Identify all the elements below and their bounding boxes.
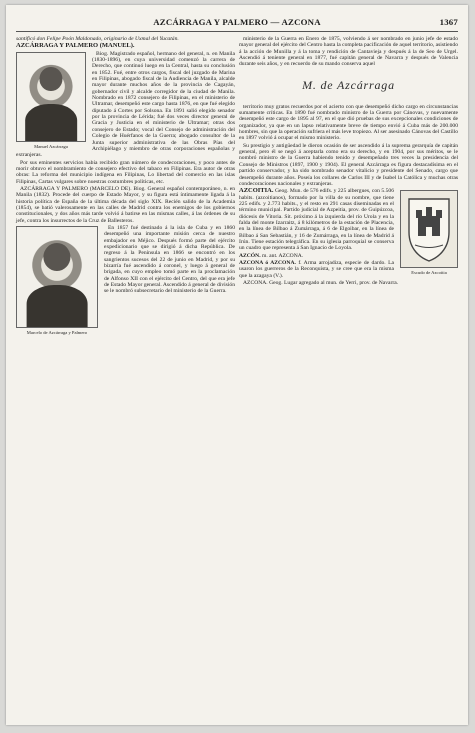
- azcoitia-text: Geog. Mun. de 576 edifs. y 225 albergues, con 5.506 habits. (azcoitianos), formado por la villa de su nombre, que tiene 225 edifs. y 2.773 habits., y el resto en 291 casas diseminadas en el término municipal. Partido judicial de Azpeitia, prov. de Guipúzcoa, diócesis de Vitoria. Sit. próximo á la izquierda del río Urola y en la falda del monte Izarraitz, á 8 kilómetros de la estación de Placencia, en la línea de Bilbao á Zumárraga, á 6 de Elgoibar, en la línea de Bilbao á San Sebastián, y 16 de Zumárraga, en la línea de Madrid á Irún. Tiene estación telegráfica. En su iglesia parroquial se conserva un cuadro que representa á San Ignacio de Loyola.: [239, 188, 394, 252]
- shield-caption: Escudo de Azcoitia: [411, 270, 447, 276]
- entry-heading-azcoitia: AZCOITIA.: [239, 187, 274, 195]
- left-column: [16, 36, 235, 337]
- entry-heading-manuel: AZCÁRRAGA Y PALMERO (MANUEL).: [16, 42, 135, 50]
- portrait-manuel: [16, 52, 86, 149]
- paragraph-marcelo-1: AZCÁRRAGA Y PALMERO (MARCELO DE). Biog. General español contemporáneo, n. en Manila (1832). Procede del cuerpo de Estado Mayor, y su figura está íntimamente ligada á la historia política de España de la última década del siglo XIX. Recién salido de la Academia (1854), se batió valerosamente en las calles de Madrid contra los enemigos de los gobiernos constitucionales, y dos años más tarde volvió á batirse en las mismas calles, á las órdenes de su jefe, contra los insurrectos de la Cruz de Ballesteros.: [16, 185, 235, 224]
- intro-text: santificó don Felipe Poón Maldonado, originario de Uxmal del Yucatán.: [16, 36, 179, 42]
- paragraph-marcelo-2: En 1857 fué destinado á la isla de Cuba y en 1860 desempeñó una importante misión cerca de nuestro embajador en Méjico. Después formó parte del ejército expedicionario que se dirigió á dicha República. De regreso á la Península en 1866 se encontró en los sangrientos sucesos del 22 de junio en Madrid, y por su bizarría fué ascendido á coronel, y luego á general de brigada, en cuyo empleo tomó parte en la proclamación de Alfonso XII con el ejército del Centro, del que era jefe de Estado Mayor general. Ascendido á general de división se le nombró subsecretario del ministerio de la Guerra.: [104, 224, 235, 295]
- portrait-caption-2: Marcelo de Azcárraga y Palmero: [26, 329, 88, 335]
- azcon-text: m. ant. AZCONA.: [262, 252, 304, 259]
- entry-heading-azcona: AZCONA ó AZCONA.: [239, 259, 296, 266]
- portrait-caption-1: Manuel Azcárraga: [34, 143, 68, 149]
- page: [6, 5, 468, 725]
- entry-heading-azcon: AZCÓN.: [239, 252, 261, 259]
- coat-of-arms: [400, 190, 458, 275]
- signature: M. de Azcárraga: [302, 77, 395, 92]
- paragraph-manuel-2: Por sus eminentes servicios había recibido gran número de condecoraciones, y poco antes de morir obtuvo el nombramiento de consejero efectivo del tabaco en Filipinas. Era autor de otras obras: La reforma del municipio indígena en Filipinas, Lo libertad del comercio en las islas Filipinas, Cartas vulgares sobre nuestras costumbres políticas, etc.: [16, 159, 235, 185]
- page-header: [16, 17, 458, 29]
- page-title: AZCÁRRAGA Y PALMERO — AZCONA: [153, 17, 321, 27]
- right-paragraph-3: Su prestigio y antigüedad le dieron ocasión de ser ascendido á la suprema gerarquía de capitán general, pero él se negó á aceptarla como era su derecho, y en 1904, por sus méritos, se le nombró ministro de la Guerra habiendo tenido y desempeñado tres veces la presidencia del Consejo de Ministros (1897, 1900 y 1904). El general Azcárraga es figura destacadísima en el partido conservador, y ha sido nombrado senador vitalicio y presidente del Senado, cargo que desempeñó durante años. Poseía los collares de Carlos III y de Isabel la Católica y muchas otras condecoraciones nacionales y extranjeras.: [239, 142, 458, 187]
- right-column: [239, 36, 458, 287]
- paragraph-manuel-1: Biog. Magistrado español, hermano del general, n. en Manila (1830-1896), en cuya universidad comenzó la carrera de Derecho, que continuó luego en la Central, hasta su conclusión en 1852. Fué, entre otros cargos, fiscal del juzgado de Marina en Filipinas, abogado fiscal de la Audiencia de Manila, alcalde mayor durante muchos años de la provincia de Cagayán, gobernador civil y alcalde corregidor de la ciudad de Manila. Nombrado en 1872 consejero de Filipinas, en el ministerio de Ultramar, desempeñó este cargo hasta 1876, en que fué elegido diputado á Cortes por Solsona. En 1891 salió elegido senador por la provincia de Lérida; fué dos veces director general de Gracia y Justicia en el ministerio de Ultramar; otras dos consejero de Estado; vocal del Consejo de administración del Colegio de Huérfanos de la Guerra; abogado consultor de la Junta superior administrativa de las Obras Pías del Archipiélago y miembro de otras corporaciones españolas y extranjeras.: [16, 50, 235, 159]
- portrait-photo-1: [16, 52, 86, 142]
- right-paragraph-1: ministerio de la Guerra en Enero de 1875, volviendo á ser nombrado en junio jefe de estado mayor general del ejército del Centro hasta la completa pacificación de aquel territorio, asistiendo á la acción de Munilla y á la toma y rendición de Cantavieja y después á la de Seo de Urgel. Ascendió á teniente general en 1877, fué capitán general de Navarra y después de Valencia durante seis años, y en recuerdo de su mando conserva aquel: [239, 36, 458, 68]
- azcona-geog-text: AZCONA. Geog. Lugar agregado al mun. de Yerri, prov. de Navarra.: [243, 280, 399, 286]
- shield-icon: [400, 190, 458, 268]
- portrait-photo-2: [16, 226, 98, 328]
- azcona-text: f. Arma arrojadiza, especie de dardo. La usaron los guerreros de la Reconquista, y se cree que era la misma que la azagaya (V.).: [239, 259, 395, 279]
- header-rule: [16, 31, 458, 32]
- right-paragraph-2: territorio muy gratos recuerdos por el acierto con que desempeñó dicho cargo en circunstancias sumamente críticas. En 1890 fué nombrado ministro de la Guerra por Cánovas, y nuevamente desempeñó este cargo de 1895 al 97, en el que dió pruebas de sus excepcionales condiciones de organizador, ya que en un lapso relativamente breve de tiempo envió á Cuba más de 200.000 hombres, sin que la operación sufriera el más leve tropiezo. Al ser asesinado Cánovas del Castillo en 1897 volvió á ocupar el mismo ministerio.: [239, 103, 458, 142]
- page-number: 1367: [439, 17, 458, 27]
- portrait-marcelo: [16, 226, 98, 335]
